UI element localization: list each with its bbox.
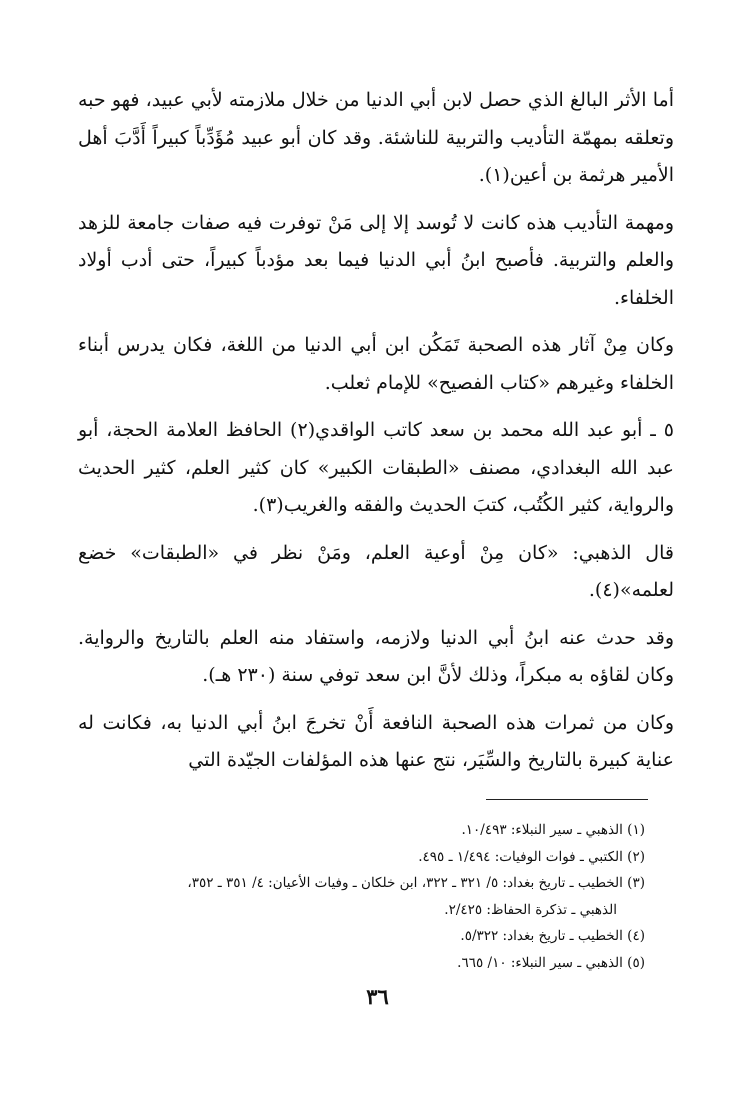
paragraph-education-task: ومهمة التأديب هذه كانت لا تُوسد إلا إلى مَنْ توفرت فيه صفات جامعة للزهد والعلم والتربية. فأصبح ابنُ أبي الدنيا فيما بعد مؤدباً كبيراً، حتى أدب أولاد الخلفاء. <box>78 211 674 309</box>
footnote-3-continuation: الذهبي ـ تذكرة الحفاظ: ٢/٤٢٥. <box>444 901 617 918</box>
paragraph-dhahabi-quote: قال الذهبي: «كان مِنْ أوعية العلم، ومَنْ نظر في «الطبقات» خضع لعلمه»(٤). <box>78 541 674 601</box>
paragraph-ibn-saad: ٥ ـ أبو عبد الله محمد بن سعد كاتب الواقدي(٢) الحافظ العلامة الحجة، أبو عبد الله البغدادي، مصنف «الطبقات الكبير» كان كثير العلم، كثير الحديث والرواية، كثير الكُتُب، كتبَ الحديث والفقه والغريب(٣). <box>78 419 674 516</box>
footnote-5: (٥) الذهبي ـ سير النبلاء: ١٠/ ٦٦٥. <box>457 954 645 971</box>
paragraph-abu-ubaid-influence: أما الأثر البالغ الذي حصل لابن أبي الدنيا من خلال ملازمته لأبي عبيد، فهو حبه وتعلقه بمهمّة التأديب والتربية للناشئة. وقد كان أبو عبيد مُؤَدِّباً كبيراً أَدَّبَ أهل الأمير هرثمة بن أعين(١). <box>78 89 674 186</box>
footnote-3: (٣) الخطيب ـ تاريخ بغداد: ٥/ ٣٢١ ـ ٣٢٢، ابن خلكان ـ وفيات الأعيان: ٤/ ٣٥١ ـ ٣٥٢، <box>187 875 645 891</box>
footnote-4: (٤) الخطيب ـ تاريخ بغداد: ٥/٣٢٢. <box>460 928 645 944</box>
footnote-2: (٢) الكتبي ـ فوات الوفيات: ١/٤٩٤ ـ ٤٩٥. <box>418 848 645 865</box>
page-number: ٣٦ <box>366 984 389 1009</box>
paragraph-language-mastery: وكان مِنْ آثار هذه الصحبة تَمَكُن ابن أبي الدنيا من اللغة، فكان يدرس أبناء الخلفاء وغيرهم «كتاب الفصيح» للإمام ثعلب. <box>78 334 674 394</box>
paragraph-fruits: وكان من ثمرات هذه الصحبة النافعة أَنْ تخرجَ ابنُ أبي الدنيا به، فكانت له عناية كبيرة بالتاريخ والسِّيَر، نتج عنها هذه المؤلفات الجيّدة التي <box>78 711 674 771</box>
paragraph-narration: وقد حدث عنه ابنُ أبي الدنيا ولازمه، واستفاد منه العلم بالتاريخ والرواية. وكان لقاؤه به مبكراً، وذلك لأنَّ ابن سعد توفي سنة (٢٣٠ هـ). <box>78 626 674 686</box>
footnote-separator <box>486 799 648 800</box>
main-text <box>78 82 674 790</box>
footnotes <box>78 817 645 976</box>
footnote-1: (١) الذهبي ـ سير النبلاء: ١٠/٤٩٣. <box>461 822 645 838</box>
